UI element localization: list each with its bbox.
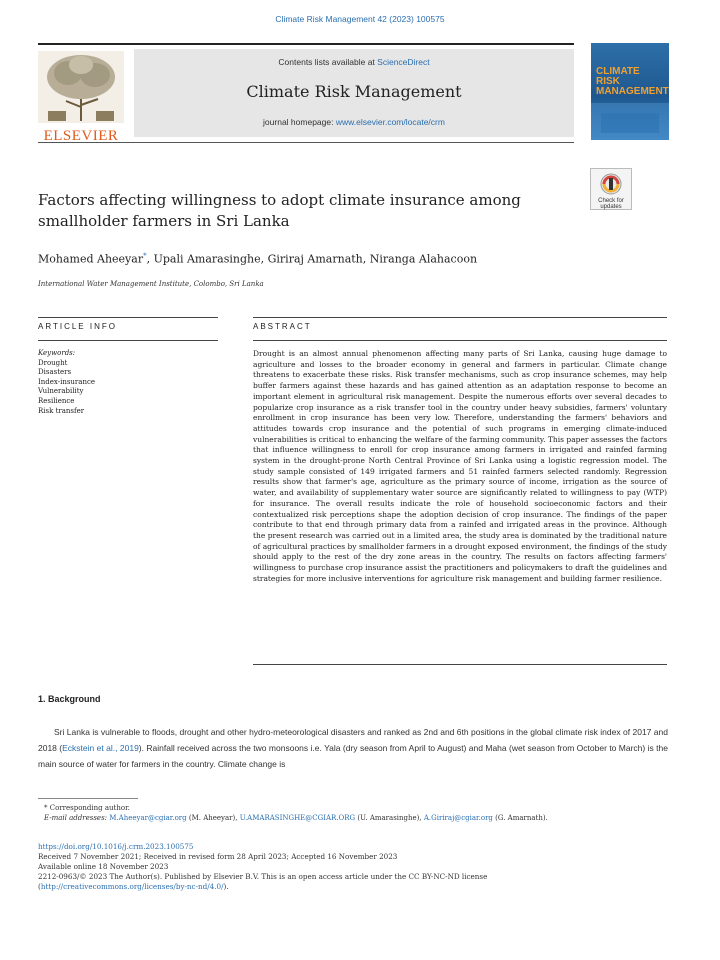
masthead-banner [134,49,574,137]
article-info-heading: ARTICLE INFO [38,322,117,331]
sciencedirect-link[interactable]: ScienceDirect [377,57,430,67]
keyword-item: Index-insurance [38,377,96,386]
journal-masthead [38,43,574,143]
doi-link[interactable]: https://doi.org/10.1016/j.crm.2023.100575 [38,842,194,851]
license-open-paren: ( [38,882,41,891]
footnote-rule [38,798,138,799]
crossmark-label: Check for updates [598,198,624,210]
keyword-item: Vulnerability [38,387,84,396]
article-title [38,190,568,232]
keyword-item: Disasters [38,368,72,377]
title-line-2: smallholder farmers in Sri Lanka [38,212,290,230]
other-authors[interactable]: , Upali Amarasinghe, Giriraj Amarnath, Niranga Alahacoon [146,252,478,266]
email-link-amarasinghe[interactable]: U.AMARASINGHE@CGIAR.ORG [239,814,356,822]
license-statement [38,872,668,892]
email-owner-1: (M. Aheeyar), [186,814,240,822]
section-heading-background: 1. Background [38,694,101,704]
keywords-block [38,349,218,416]
elsevier-logo[interactable] [38,51,124,143]
author-list [38,252,658,266]
email-label: E-mail addresses: [44,814,110,822]
cover-texture [591,43,669,140]
email-owner-2: (U. Amarasinghe), [355,814,424,822]
footnotes [38,803,668,823]
email-owner-3: (G. Amarnath). [492,814,548,822]
elsevier-wordmark: ELSEVIER [43,128,119,144]
keyword-item: Resilience [38,396,75,405]
elsevier-tree-icon [38,51,124,123]
background-paragraph [38,724,668,772]
keyword-item: Drought [38,358,68,367]
journal-homepage-link[interactable]: www.elsevier.com/locate/crm [335,117,445,127]
keyword-item: Risk transfer [38,406,85,415]
citation-link-eckstein[interactable]: Eckstein et al., 2019 [62,743,139,753]
check-for-updates-button[interactable] [590,168,632,210]
license-url-link[interactable]: http://creativecommons.org/licenses/by-nc-nd/4.0/ [40,882,224,891]
article-info-rule [38,317,218,318]
license-text: 2212-0963/© 2023 The Author(s). Published by Elsevier B.V. This is an open access article under the CC BY-NC-ND license [38,872,488,881]
background-text-a: Sri Lanka is vulnerable to floods, drought and other hydro-meteorological disasters and ranked as 2nd and 6th positions in the global climate risk index of 2017 and 2018 ( [38,727,668,753]
keywords-heading: Keywords: [38,349,76,357]
corresponding-author-mark[interactable]: * [143,252,147,260]
homepage-prefix: journal homepage: [263,117,336,127]
abstract-rule [253,317,667,318]
available-online-date: Available online 18 November 2023 [38,862,169,871]
journal-name: Climate Risk Management [246,82,462,101]
email-link-giriraj[interactable]: A.Giriraj@cgiar.org [423,814,493,822]
contents-prefix: Contents lists available at [278,57,378,67]
affiliation: International Water Management Institute, Colombo, Sri Lanka [38,280,264,288]
publication-details [38,842,668,892]
author-aheeyar[interactable]: Mohamed Aheeyar [38,252,144,266]
license-close-paren: ). [223,882,229,891]
email-addresses [38,813,668,823]
crossmark-icon [599,172,623,196]
abstract-heading: ABSTRACT [253,322,312,331]
abstract-bottom-rule [253,664,667,665]
background-text-b: ). Rainfall received across the two monsoons i.e. Yala (dry season from April to August) and Maha (wet season from October to March) is the main source of water for farmers in the country. Climate change is [38,743,668,769]
journal-cover-image[interactable] [591,43,669,140]
received-dates: Received 7 November 2021; Received in revised form 28 April 2023; Accepted 16 November 2023 [38,852,398,861]
corresponding-author-note: * Corresponding author. [44,804,130,812]
title-line-1: Factors affecting willingness to adopt climate insurance among [38,191,521,209]
abstract-text: Drought is an almost annual phenomenon affecting many parts of Sri Lanka, causing huge damage to agriculture and losses to the broader economy in general and farmers in particular. Climate change threatens to exacerbate these risks. Risk transfer mechanisms, such as crop insurance schemes, may help buffer farmers against these hazards and has gained attention as an adaptation response to become an important element in agricultural risk management. Despite the numerous efforts over several decades to popularize crop insurance as a risk transfer tool in the country under heavy subsidies, farmers' voluntary enrollment in crop insurance has been very low. Therefore, understanding the farmers' behaviors and attitudes towards crop insurance and the potential of such programs in emerging climate-induced vulnerabilities is critical to enhancing the welfare of the farming community. This paper assesses the factors that influence willingness to enroll for crop insurance among farmers in irrigated and rainfed farming system in the drought-prone North Central Province of Sri Lanka using a logistic regression model. The study sample consisted of 149 irrigated farmers and 51 rainfed farmers selected randomly. Regression results show that farmer's age, agriculture as the primary source of income, irrigation as the source of water, and availability of supplementary water source are significantly related to willingness to pay (WTP) for insurance. The overall results indicate the role of household socioeconomic factors and their contextualized risk perceptions shape the adoption decision of crop insurance. The findings of the paper contribute to that end through primary data from a rainfed and irrigated areas in the province. Although the present research was carried out in a limited area, the study area is dominated by the traditional nature of agricultural practices by smallholder farmers in a drought exposed environment, the findings of the study should apply to the rest of the dry zone areas in the country. The results on factors affecting farmers' willingness to purchase crop insurance assist the practitioners and policymakers to draft the guidelines and strategies for more inclusive interventions for agriculture risk management and building farmer resilience. [253,349,667,583]
journal-homepage-line [134,117,574,127]
journal-citation[interactable]: Climate Risk Management 42 (2023) 100575 [275,14,445,24]
email-link-aheeyar[interactable]: M.Aheeyar@cgiar.org [109,814,187,822]
cover-title: CLIMATE RISK MANAGEMENT [596,66,669,97]
contents-available-line [134,57,574,67]
article-info-subrule [38,340,218,341]
abstract-subrule [253,340,667,341]
